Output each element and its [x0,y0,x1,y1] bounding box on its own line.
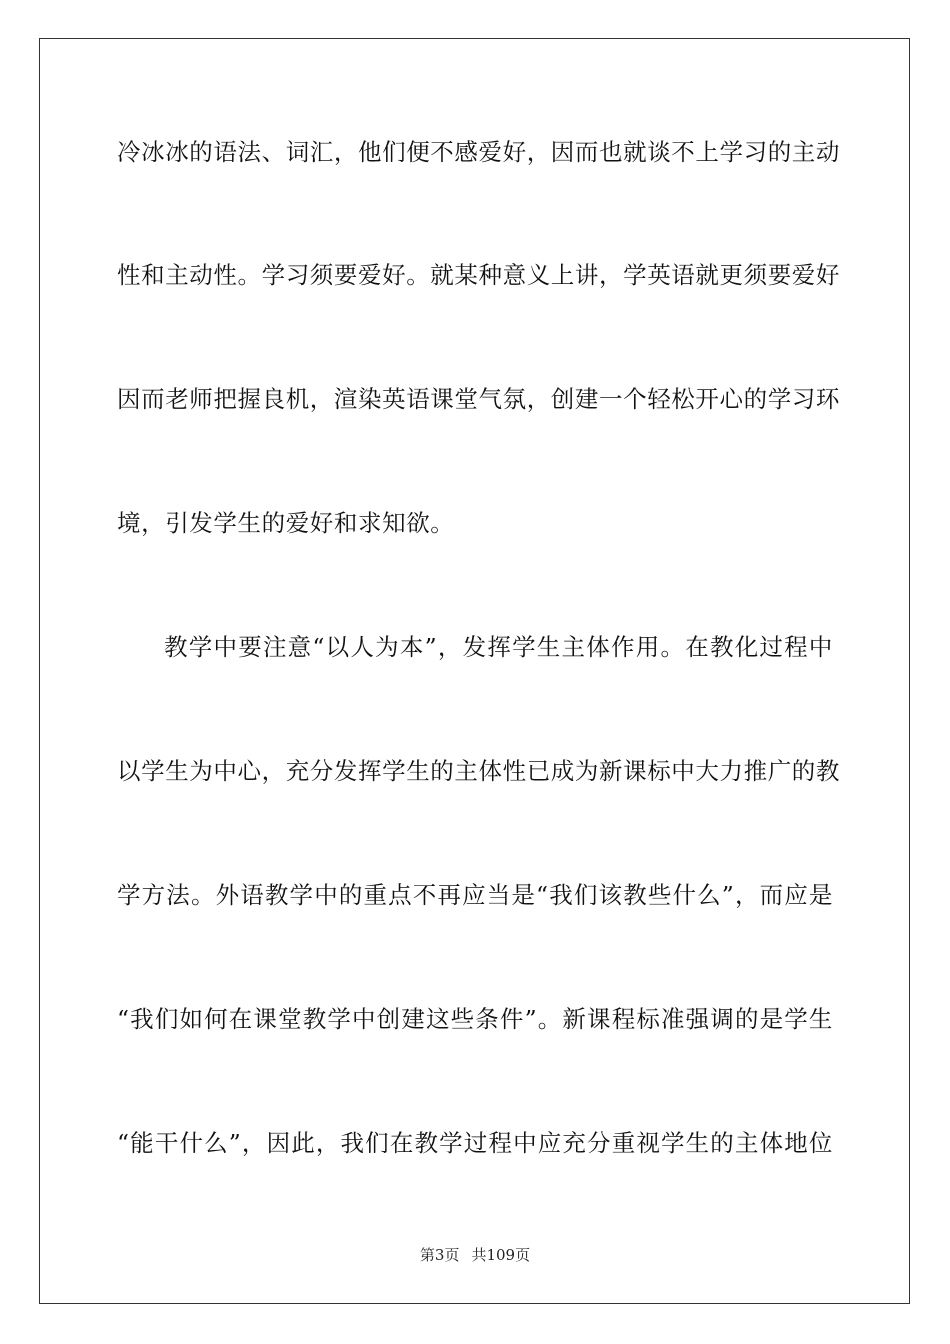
page-border [39,38,910,1304]
paragraph-1-line-3: 因而老师把握良机，渲染英语课堂气氛，创建一个轻松开心的学习环 [117,385,840,413]
total-pages: 共109页 [471,1246,531,1264]
page-footer [0,1245,950,1265]
paragraph-2-line-5: “能干什么”，因此，我们在教学过程中应充分重视学生的主体地位 [117,1129,833,1157]
paragraph-2-line-4: “我们如何在课堂教学中创建这些条件”。新课程标准强调的是学生 [117,1005,833,1033]
paragraph-2-line-2: 以学生为中心，充分发挥学生的主体性已成为新课标中大力推广的教 [117,757,840,785]
paragraph-1-line-4: 境，引发学生的爱好和求知欲。 [117,509,455,537]
paragraph-2-line-1: 教学中要注意“以人为本”，发挥学生主体作用。在教化过程中 [164,633,833,661]
paragraph-1-line-2: 性和主动性。学习须要爱好。就某种意义上讲，学英语就更须要爱好 [117,261,840,289]
page-number: 第3页 [419,1246,460,1264]
paragraph-2-line-3: 学方法。外语教学中的重点不再应当是“我们该教些什么”，而应是 [117,881,833,909]
paragraph-1-line-1: 冷冰冰的语法、词汇，他们便不感爱好，因而也就谈不上学习的主动 [117,138,840,166]
